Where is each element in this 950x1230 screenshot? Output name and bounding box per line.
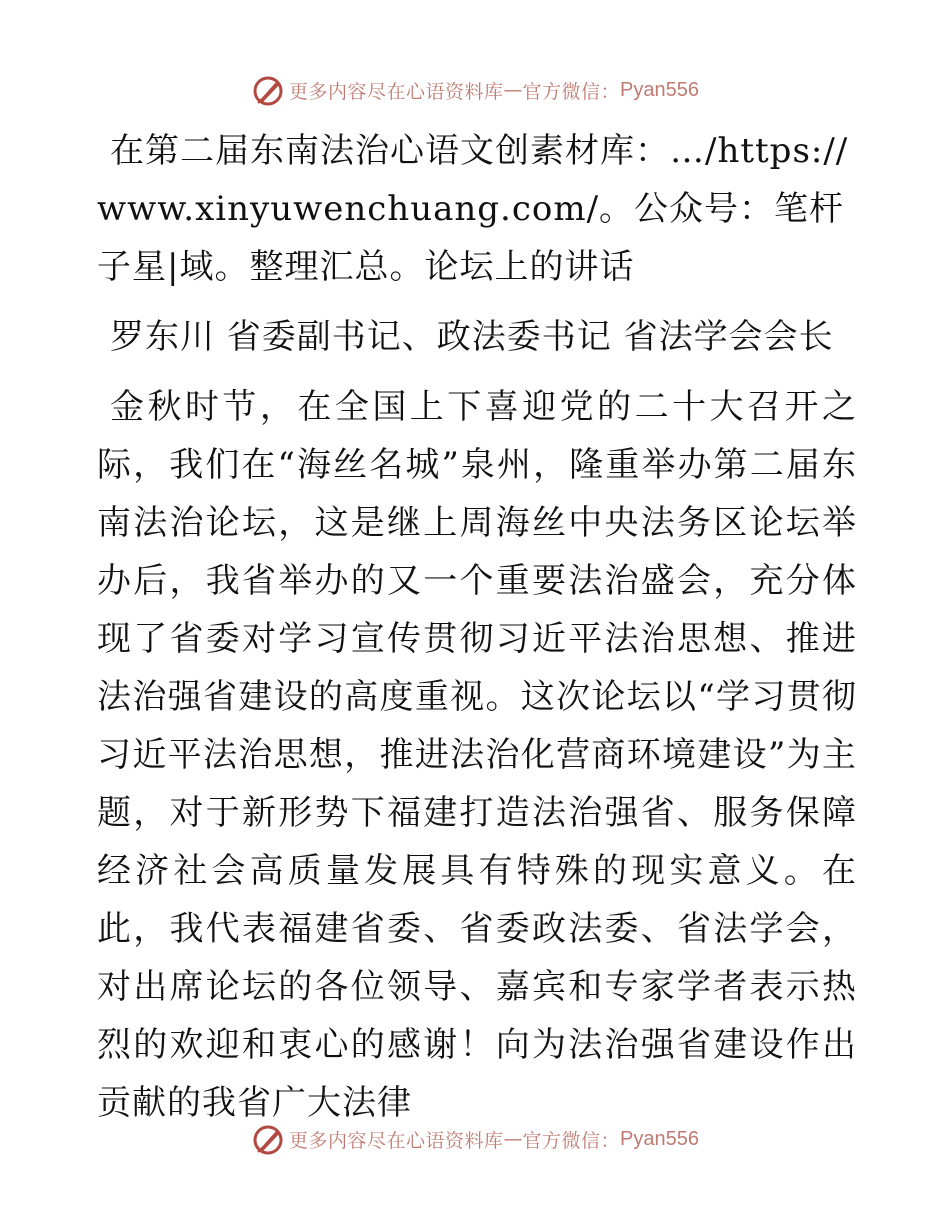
watermark-separator: — xyxy=(503,79,523,101)
watermark-label: 官方微信： xyxy=(522,80,621,103)
document-heading: 在第二届东南法治心语文创素材库：…/https://www.xinyuwenchuang.com/。公众号：笔杆子星|域。整理汇总。论坛上的讲话 xyxy=(97,131,849,287)
watermark-wechat-id: Pyan556 xyxy=(620,1127,699,1150)
author-line: 罗东川 省委副书记、政法委书记 省法学会会长 xyxy=(110,317,834,357)
watermark-text: 更多内容尽在心语资料库 xyxy=(289,80,504,103)
watermark-banner-top xyxy=(0,70,950,110)
quill-logo-icon xyxy=(251,73,285,107)
watermark-text: 更多内容尽在心语资料库 xyxy=(289,1129,504,1152)
quill-logo-icon xyxy=(251,1122,285,1156)
document-body xyxy=(97,122,857,1132)
watermark-banner-bottom xyxy=(0,1119,950,1159)
body-paragraph: 金秋时节，在全国上下喜迎党的二十大召开之际，我们在“海丝名城”泉州，隆重举办第二届东南法治论坛，这是继上周海丝中央法务区论坛举办后，我省举办的又一个重要法治盛会，充分体现了省委对学习宣传贯彻习近平法治思想、推进法治强省建设的高度重视。这次论坛以“学习贯彻习近平法治思想，推进法治化营商环境建设”为主题，对于新形势下福建打造法治强省、服务保障经济社会高质量发展具有特殊的现实意义。在此，我代表福建省委、省委政法委、省法学会，对出席论坛的各位领导、嘉宾和专家学者表示热烈的欢迎和衷心的感谢！向为法治强省建设作出贡献的我省广大法律 xyxy=(97,387,857,1123)
watermark-wechat-id: Pyan556 xyxy=(620,78,699,101)
watermark-separator: — xyxy=(503,1128,523,1150)
watermark-label: 官方微信： xyxy=(522,1129,621,1152)
